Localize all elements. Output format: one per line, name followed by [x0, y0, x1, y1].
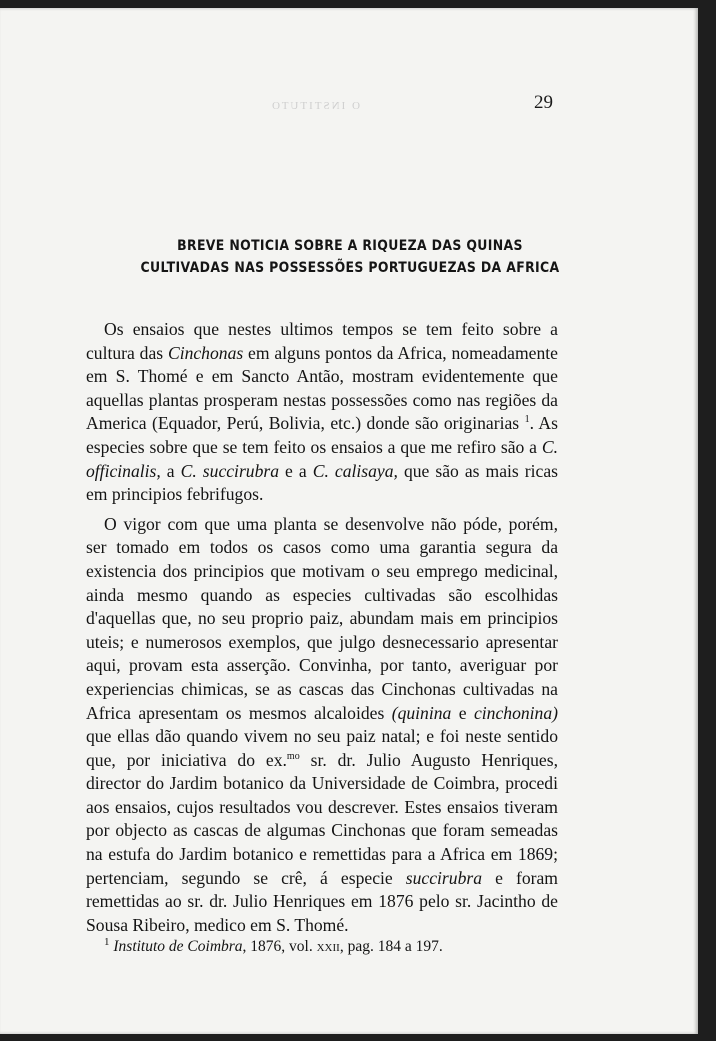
footnote-volume: xxii	[316, 938, 340, 955]
p1-text: em alguns pontos da Africa, nomeadamente em S. Thomé e em Sancto Antão, mostram evidentemente que aquellas plantas prosperam nestas possessões como nas regiões da America (Equador, Perú, Bolivia, etc.) donde são originarias	[86, 342, 558, 434]
p1-text: que são as mais ricas em principios febrifugos.	[86, 460, 558, 505]
p2-text: sr. dr. Julio Augusto Henriques, director do Jardim botanico da Universidade de Coimbra, procedi aos ensaios, cujos resultados vou descrever. Estes ensaios tiveram por objecto as cascas de algumas Cinchonas que foram semeadas na estufa do Jardim botanico e remettidas para a Africa em 1869; pertenciam, segundo se crê, á especie	[86, 749, 558, 888]
article-body	[86, 318, 558, 937]
p1-text: e a	[279, 460, 313, 481]
p2-italic-species: succirubra	[405, 867, 483, 888]
p2-italic-alkaloid: (quinina	[391, 702, 452, 723]
p1-italic-cinchonas: Cinchonas	[167, 342, 244, 363]
article-title	[101, 235, 600, 279]
p2-italic-alkaloid: cinchonina)	[473, 702, 559, 723]
page-number: 29	[534, 92, 553, 113]
footnote-source: Instituto de Coimbra	[113, 938, 243, 955]
p1-italic-species: C. calisaya,	[312, 460, 398, 481]
p2-superscript: mo	[286, 750, 300, 762]
p1-text: a	[160, 460, 181, 481]
p2-text: e	[451, 702, 474, 723]
p2-text: e foram remettidas ao sr. dr. Julio Henriques em 1876 pelo sr. Jacintho de Sousa Ribeiro, medico em S. Thomé.	[86, 867, 558, 935]
paragraph-1	[86, 318, 558, 507]
p1-text: Os ensaios que nestes ultimos tempos se tem feito sobre a cultura das	[86, 319, 558, 363]
p1-text: . As especies sobre que se tem feito os ensaios a que me refiro são a	[86, 413, 558, 457]
footnote-reference: 1	[524, 414, 530, 426]
p2-text: que ellas dão quando vivem no seu paiz natal; e foi neste sentido que, por iniciativa do ex.	[86, 726, 558, 770]
running-head-show-through: O INSTITUTO	[270, 100, 360, 112]
footnote	[104, 935, 574, 956]
paragraph-2	[86, 513, 558, 938]
title-line-2: CULTIVADAS NAS POSSESSÕES PORTUGUEZAS DA AFRICA	[140, 260, 560, 276]
book-page	[0, 8, 698, 1034]
footnote-marker: 1	[104, 935, 110, 948]
p2-text: O vigor com que uma planta se desenvolve não póde, porém, ser tomado em todos os casos como uma garantia segura da existencia dos principios que motivam o seu emprego medicinal, ainda mesmo quando as especies cultivadas são escolhidas d'aquellas que, no seu proprio paiz, abundam mais em principios uteis; e numerosos exemplos, que julgo desnecessario apresentar aqui, provam esta asserção. Convinha, por tanto, averiguar por experiencias chimicas, se as cascas das Cinchonas cultivadas na Africa apresentam os mesmos alcaloides	[86, 513, 558, 723]
footnote-text: , 1876, vol.	[242, 938, 317, 955]
p1-italic-species: C. succirubra	[180, 460, 280, 481]
footnote-text: , pag. 184 a 197.	[339, 938, 443, 955]
title-line-1: BREVE NOTICIA SOBRE A RIQUEZA DAS QUINAS	[177, 238, 523, 254]
p1-italic-species: C. officinalis,	[86, 436, 558, 481]
